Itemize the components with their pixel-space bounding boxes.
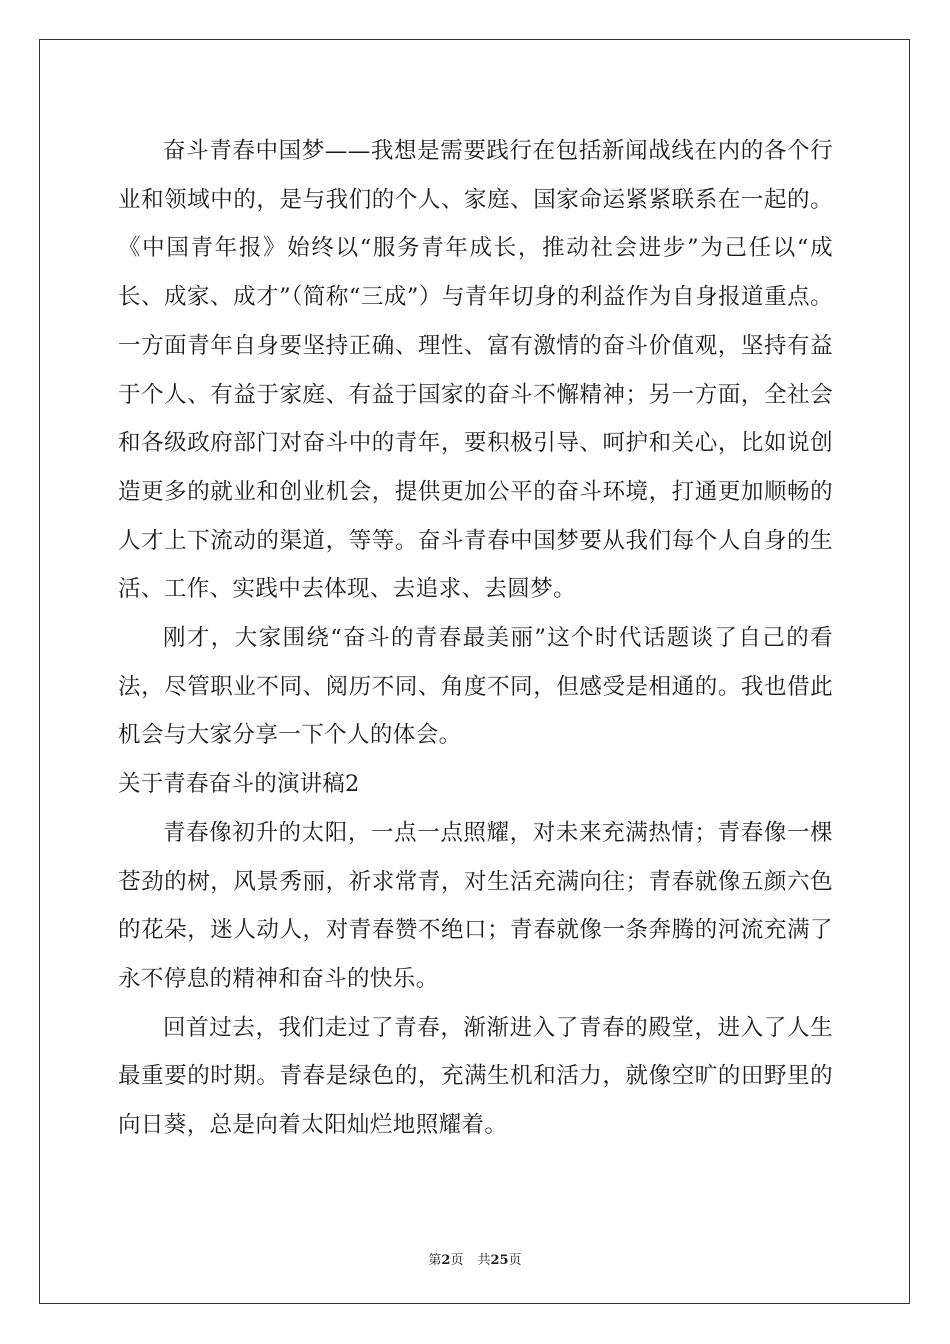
- total-prefix: 共: [477, 1253, 491, 1268]
- paragraph: 青春像初升的太阳，一点一点照耀，对未来充满热情；青春像一棵苍劲的树，风景秀丽，祈求常青，对生活充满向往；青春就像五颜六色的花朵，迷人动人，对青春赞不绝口；青春就像一条奔腾的河流充满了永不停息的精神和奋斗的快乐。: [118, 819, 833, 992]
- section-heading: 关于青春奋斗的演讲稿2: [118, 771, 360, 798]
- paragraph: 回首过去，我们走过了青春，渐渐进入了青春的殿堂，进入了人生最重要的时期。青春是绿色的，充满生机和活力，就像空旷的田野里的向日葵，总是向着太阳灿烂地照耀着。: [118, 1014, 833, 1139]
- total-page-number: 25: [490, 1253, 509, 1268]
- page-prefix: 第: [428, 1253, 442, 1268]
- document-body: [118, 127, 833, 1150]
- total-suffix: 页: [508, 1253, 522, 1268]
- current-page-number: 2: [441, 1253, 451, 1268]
- paragraph: 奋斗青春中国梦——我想是需要践行在包括新闻战线在内的各个行业和领域中的，是与我们的个人、家庭、国家命运紧紧联系在一起的。《中国青年报》始终以“服务青年成长，推动社会进步”为己任以“成长、成家、成才”（简称“三成”）与青年切身的利益作为自身报道重点。一方面青年自身要坚持正确、理性、富有激情的奋斗价值观，坚持有益于个人、有益于家庭、有益于国家的奋斗不懈精神；另一方面，全社会和各级政府部门对奋斗中的青年，要积极引导、呵护和关心，比如说创造更多的就业和创业机会，提供更加公平的奋斗环境，打通更加顺畅的人才上下流动的渠道，等等。奋斗青春中国梦要从我们每个人自身的生活、工作、实践中去体现、去追求、去圆梦。: [118, 138, 833, 603]
- paragraph: 刚才，大家围绕“奋斗的青春最美丽”这个时代话题谈了自己的看法，尽管职业不同、阅历不同、角度不同，但感受是相通的。我也借此机会与大家分享一下个人的体会。: [118, 625, 833, 749]
- page-suffix: 页: [450, 1253, 464, 1268]
- page-footer: [0, 1249, 950, 1268]
